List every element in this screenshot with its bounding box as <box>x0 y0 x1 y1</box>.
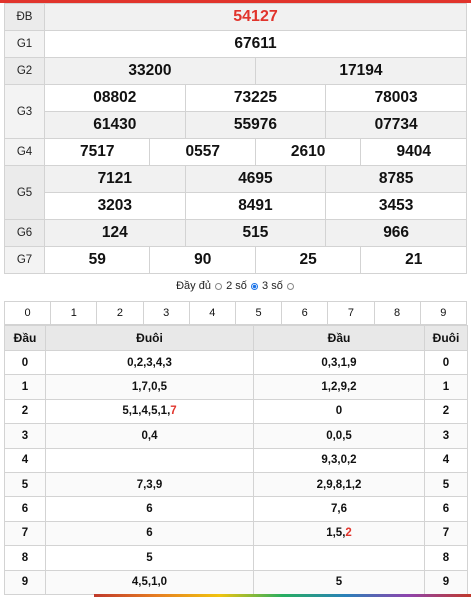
prize-row-g1 <box>5 31 467 58</box>
head-list <box>254 448 425 472</box>
head-list-text: 1,2,9,2 <box>321 381 357 394</box>
prize-value: 7517 <box>45 139 150 166</box>
tail-list <box>46 497 254 521</box>
tail-digit <box>425 424 468 448</box>
table-row <box>5 351 468 375</box>
prize-row-g3-b <box>5 112 467 139</box>
prize-value: 08802 <box>45 85 186 112</box>
tail-list <box>46 546 254 570</box>
tail-list-text: 6 <box>146 503 153 516</box>
table-row <box>5 546 468 570</box>
table-row <box>5 375 468 399</box>
tail-list <box>46 351 254 375</box>
prize-value: 73225 <box>185 85 326 112</box>
prize-value: 90 <box>150 247 255 274</box>
tail-digit <box>425 570 468 594</box>
prize-value: 0557 <box>150 139 255 166</box>
special-prize-value: 54127 <box>45 4 467 31</box>
tail-digit-text: 1 <box>442 381 450 394</box>
tail-digit-text: 9 <box>442 576 450 589</box>
tail-list-text: 0,2,3,4,3 <box>127 356 172 369</box>
tail-list-text: 7,3,9 <box>136 478 163 491</box>
table-row <box>5 424 468 448</box>
prize-row-g2 <box>5 58 467 85</box>
head-digit <box>5 399 46 423</box>
head-list-text: 5 <box>335 576 343 589</box>
head-digit <box>5 497 46 521</box>
table-row <box>5 472 468 496</box>
dau-duoi-table <box>4 325 468 595</box>
head-digit-text: 3 <box>21 429 29 442</box>
prize-label: G5 <box>5 166 45 220</box>
head-digit <box>5 351 46 375</box>
tail-digit <box>425 472 468 496</box>
tail-digit-text: 0 <box>442 356 450 369</box>
head-digit <box>5 424 46 448</box>
digit-filter-7[interactable]: 7 <box>328 302 374 325</box>
prize-value: 8785 <box>326 166 467 193</box>
head-list <box>254 546 425 570</box>
prize-row-g6 <box>5 220 467 247</box>
prize-row-g3 <box>5 85 467 112</box>
table-row <box>5 521 468 545</box>
header-duoi: Đuôi <box>425 326 468 351</box>
head-list-text: 0,3,1,9 <box>321 356 357 369</box>
tail-digit <box>425 521 468 545</box>
tail-digit-text: 4 <box>442 454 450 467</box>
tail-list-text: 0,4 <box>141 429 158 442</box>
head-list <box>254 570 425 594</box>
prize-label: ĐB <box>5 4 45 31</box>
digit-filter-5[interactable]: 5 <box>235 302 281 325</box>
table-row <box>5 570 468 594</box>
head-list <box>254 472 425 496</box>
prize-label: G7 <box>5 247 45 274</box>
prize-value: 21 <box>361 247 467 274</box>
prize-row-g7 <box>5 247 467 274</box>
head-list <box>254 399 425 423</box>
head-list-text: 9,3,0,2 <box>321 454 357 467</box>
tail-list <box>46 399 254 423</box>
tail-list-text: 1,7,0,5 <box>131 381 168 394</box>
prize-value: 33200 <box>45 58 256 85</box>
option-three-label[interactable]: 3 số <box>262 280 283 292</box>
tail-list-text: 5,1,4,5,1, <box>122 405 171 418</box>
prize-label: G4 <box>5 139 45 166</box>
head-list <box>254 424 425 448</box>
prize-value: 966 <box>326 220 467 247</box>
prize-value: 9404 <box>361 139 467 166</box>
tail-list-text: 6 <box>146 527 153 540</box>
prize-label: G6 <box>5 220 45 247</box>
head-digit <box>5 521 46 545</box>
option-full-label[interactable]: Đầy đủ <box>176 280 211 292</box>
head-list-text: 1,5, <box>326 527 346 540</box>
tail-digit-text: 2 <box>442 405 450 418</box>
prize-value: 124 <box>45 220 186 247</box>
head-digit-text: 0 <box>21 356 29 369</box>
head-list <box>254 351 425 375</box>
table-row <box>5 448 468 472</box>
head-digit-text: 1 <box>21 381 29 394</box>
prize-value: 55976 <box>185 112 326 139</box>
header-dau: Đầu <box>5 326 46 351</box>
prize-value: 78003 <box>326 85 467 112</box>
tail-digit <box>425 375 468 399</box>
tail-digit-text: 8 <box>442 551 450 564</box>
results-table <box>4 3 467 274</box>
digit-filter-8[interactable]: 8 <box>374 302 420 325</box>
display-options <box>0 280 471 292</box>
option-full-radio[interactable] <box>215 283 222 290</box>
prize-value: 17194 <box>255 58 466 85</box>
head-digit-text: 4 <box>21 454 29 467</box>
prize-value: 67611 <box>45 31 467 58</box>
header-duoi: Đuôi <box>46 326 254 351</box>
option-two-radio[interactable] <box>251 283 258 290</box>
head-digit-text: 6 <box>21 503 29 516</box>
head-digit-text: 5 <box>21 478 29 491</box>
digit-filter-0[interactable]: 0 <box>5 302 51 325</box>
prize-row-db <box>5 4 467 31</box>
head-digit-text: 2 <box>21 405 29 418</box>
prize-value: 515 <box>185 220 326 247</box>
table-row <box>5 497 468 521</box>
tail-list <box>46 424 254 448</box>
tail-digit <box>425 399 468 423</box>
tail-digit <box>425 497 468 521</box>
head-digit-text: 7 <box>21 527 29 540</box>
digit-filter-9[interactable]: 9 <box>420 302 466 325</box>
tail-digit-text: 3 <box>442 429 450 442</box>
header-dau: Đầu <box>254 326 425 351</box>
head-list <box>254 375 425 399</box>
tail-digit <box>425 448 468 472</box>
tail-list <box>46 570 254 594</box>
tail-list <box>46 521 254 545</box>
head-digit <box>5 570 46 594</box>
prize-value: 2610 <box>255 139 360 166</box>
tail-list-text: 5 <box>146 551 153 564</box>
tail-digit <box>425 351 468 375</box>
head-list-text: 7,6 <box>331 503 347 516</box>
option-two-label[interactable]: 2 số <box>226 280 247 292</box>
head-digit <box>5 546 46 570</box>
head-list-text: 0,0,5 <box>326 429 352 442</box>
head-list <box>254 497 425 521</box>
tail-list-text: 4,5,1,0 <box>131 576 168 589</box>
digit-filter-2[interactable]: 2 <box>97 302 143 325</box>
prize-value: 59 <box>45 247 150 274</box>
tail-list <box>46 448 254 472</box>
digit-filter-1[interactable]: 1 <box>51 302 97 325</box>
prize-value: 25 <box>255 247 360 274</box>
head-list-text: 0 <box>335 405 343 418</box>
prize-value: 61430 <box>45 112 186 139</box>
head-list-text: 2,9,8,1,2 <box>316 478 362 491</box>
head-list <box>254 521 425 545</box>
prize-row-g5-b <box>5 193 467 220</box>
tail-digit <box>425 546 468 570</box>
prize-row-g4 <box>5 139 467 166</box>
tail-digit-text: 7 <box>442 527 450 540</box>
prize-value: 3203 <box>45 193 186 220</box>
prize-label: G2 <box>5 58 45 85</box>
head-digit <box>5 448 46 472</box>
tail-list <box>46 472 254 496</box>
prize-label: G1 <box>5 31 45 58</box>
head-digit <box>5 472 46 496</box>
digit-filter-4[interactable]: 4 <box>189 302 235 325</box>
prize-value: 3453 <box>326 193 467 220</box>
prize-value: 4695 <box>185 166 326 193</box>
tail-digit-text: 5 <box>442 478 450 491</box>
digit-filter-row <box>4 301 467 325</box>
head-list-highlight: 2 <box>345 527 352 540</box>
digit-filter-3[interactable]: 3 <box>143 302 189 325</box>
prize-value: 07734 <box>326 112 467 139</box>
head-digit-text: 9 <box>21 576 29 589</box>
prize-label: G3 <box>5 85 45 139</box>
digit-filter-6[interactable]: 6 <box>282 302 328 325</box>
tail-digit-text: 6 <box>442 503 450 516</box>
prize-value: 7121 <box>45 166 186 193</box>
head-digit <box>5 375 46 399</box>
tail-list <box>46 375 254 399</box>
prize-row-g5 <box>5 166 467 193</box>
option-three-radio[interactable] <box>287 283 294 290</box>
table-row <box>5 399 468 423</box>
head-digit-text: 8 <box>21 551 29 564</box>
tail-list-highlight: 7 <box>170 405 177 418</box>
prize-value: 8491 <box>185 193 326 220</box>
